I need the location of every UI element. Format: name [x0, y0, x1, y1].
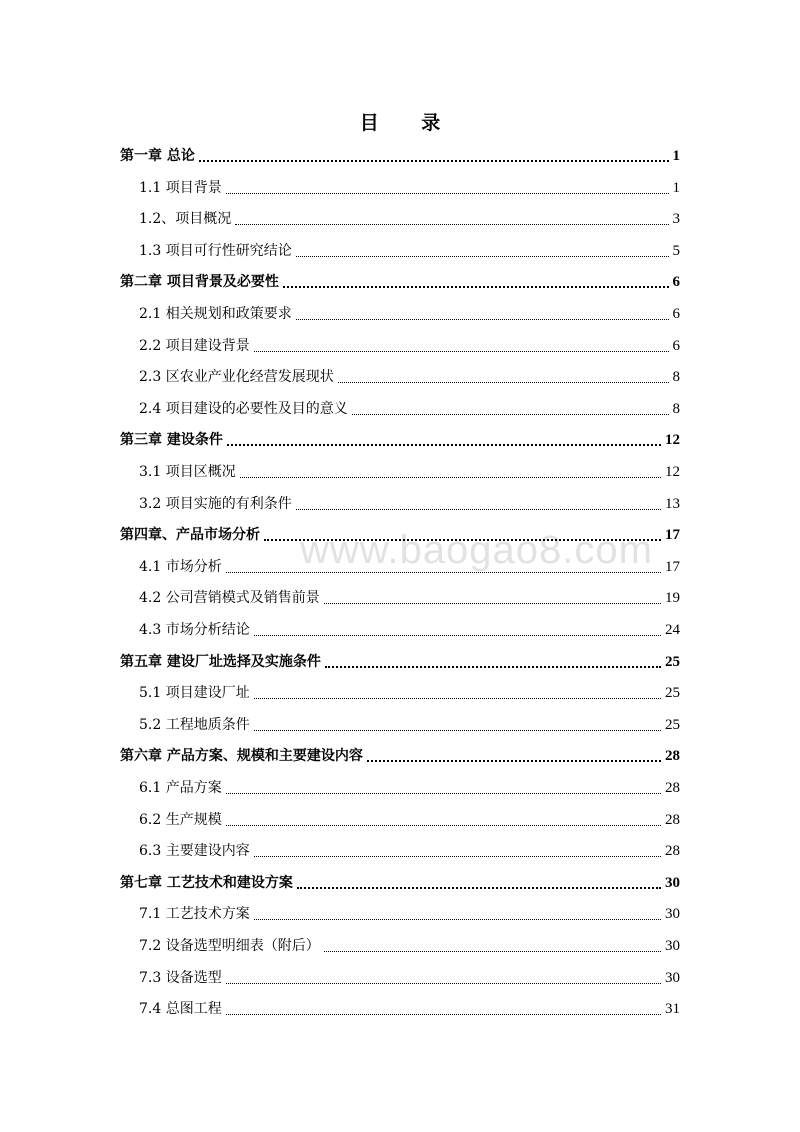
- toc-chapter-entry[interactable]: [120, 523, 680, 547]
- toc-page-number: 17: [665, 558, 680, 575]
- dot-leader: [226, 572, 661, 573]
- toc-entry-label: 2.4 项目建设的必要性及目的意义: [139, 400, 348, 417]
- toc-section-entry[interactable]: [139, 586, 680, 610]
- toc-page-number: 6: [672, 274, 680, 291]
- toc-section-entry[interactable]: [139, 239, 680, 263]
- toc-entry-label: 第三章 建设条件: [120, 432, 223, 449]
- toc-page-number: 19: [665, 590, 680, 607]
- dot-leader: [296, 509, 661, 510]
- dot-leader: [296, 319, 669, 320]
- toc-entry-label: 6.1 产品方案: [139, 780, 222, 796]
- toc-entry-label: 2.1 相关规划和政策要求: [139, 306, 292, 322]
- toc-page-number: 8: [672, 400, 680, 417]
- toc-page-number: 1: [672, 179, 680, 196]
- dot-leader: [226, 983, 661, 984]
- toc-entry-label: 3.1 项目区概况: [139, 464, 236, 480]
- toc-page-number: 1: [672, 148, 680, 164]
- dot-leader: [227, 444, 661, 446]
- toc-page-number: 3: [672, 211, 680, 228]
- dot-leader: [325, 666, 661, 668]
- toc-section-entry[interactable]: [139, 492, 680, 516]
- toc-section-entry[interactable]: [139, 966, 680, 990]
- toc-page-number: 17: [665, 527, 680, 544]
- dot-leader: [338, 382, 669, 383]
- toc-page-number: 8: [672, 369, 680, 386]
- dot-leader: [254, 351, 669, 352]
- toc-entry-label: 第四章、产品市场分析: [120, 527, 260, 544]
- toc-section-entry[interactable]: [139, 934, 680, 958]
- toc-page-number: 28: [665, 748, 680, 765]
- toc-chapter-entry[interactable]: [120, 428, 680, 452]
- toc-entry-label: 1.3 项目可行性研究结论: [139, 242, 292, 259]
- toc-title: 目 录: [359, 112, 459, 134]
- toc-entry-label: 第六章 产品方案、规模和主要建设内容: [120, 748, 363, 765]
- dot-leader: [199, 160, 669, 162]
- dot-leader: [226, 793, 661, 794]
- toc-section-entry[interactable]: [139, 397, 680, 421]
- toc-page-number: 13: [665, 495, 680, 512]
- toc-entry-label: 7.4 总图工程: [139, 1001, 222, 1018]
- toc-section-entry[interactable]: [139, 618, 680, 642]
- toc-entry-label: 1.2、项目概况: [139, 211, 232, 228]
- toc-entry-label: 5.1 项目建设厂址: [139, 685, 250, 702]
- toc-page-number: 30: [665, 969, 680, 986]
- toc-chapter-entry[interactable]: [120, 144, 680, 168]
- dot-leader: [254, 919, 661, 920]
- dot-leader: [264, 539, 661, 541]
- toc-entry-label: 4.3 市场分析结论: [139, 622, 250, 638]
- toc-entry-label: 第一章 总论: [120, 148, 195, 164]
- toc-chapter-entry[interactable]: [120, 650, 680, 674]
- dot-leader: [254, 730, 661, 731]
- dot-leader: [240, 477, 661, 478]
- toc-chapter-entry[interactable]: [120, 270, 680, 294]
- toc-entry-label: 第七章 工艺技术和建设方案: [120, 874, 293, 891]
- toc-section-entry[interactable]: [139, 334, 680, 358]
- toc-page-number: 30: [665, 938, 680, 954]
- toc-section-entry[interactable]: [139, 207, 680, 231]
- dot-leader: [254, 698, 661, 699]
- toc-section-entry[interactable]: [139, 902, 680, 926]
- toc-entry-label: 第五章 建设厂址选择及实施条件: [120, 653, 321, 670]
- toc-section-entry[interactable]: [139, 681, 680, 705]
- toc-page-number: 25: [665, 685, 680, 702]
- toc-section-entry[interactable]: [139, 365, 680, 389]
- toc-chapter-entry[interactable]: [120, 871, 680, 895]
- dot-leader: [352, 414, 669, 415]
- toc-entry-label: 4.1 市场分析: [139, 558, 222, 575]
- dot-leader: [283, 286, 669, 288]
- toc-page-number: 30: [665, 874, 680, 891]
- toc-page-number: 25: [665, 716, 680, 733]
- watermark-text: www.baogao8.com: [300, 528, 653, 572]
- toc-page-number: 28: [665, 780, 680, 796]
- toc-section-entry[interactable]: [139, 460, 680, 484]
- toc-section-entry[interactable]: [139, 302, 680, 326]
- dot-leader: [226, 825, 661, 826]
- dot-leader: [226, 193, 669, 194]
- dot-leader: [235, 224, 668, 225]
- toc-entry-label: 4.2 公司营销模式及销售前景: [139, 590, 320, 607]
- toc-entry-label: 7.2 设备选型明细表（附后）: [139, 938, 320, 954]
- toc-entry-label: 2.2 项目建设背景: [139, 337, 250, 354]
- toc-page-number: 28: [665, 811, 680, 828]
- toc-page-number: 6: [672, 306, 680, 322]
- dot-leader: [254, 635, 661, 636]
- toc-entry-label: 1.1 项目背景: [139, 179, 222, 196]
- dot-leader: [297, 887, 661, 889]
- toc-entry-label: 3.2 项目实施的有利条件: [139, 495, 292, 512]
- toc-entry-label: 第二章 项目背景及必要性: [120, 274, 279, 291]
- toc-section-entry[interactable]: [139, 839, 680, 863]
- toc-entry-label: 6.3 主要建设内容: [139, 843, 250, 860]
- toc-page-number: 25: [665, 653, 680, 670]
- toc-page-number: 6: [672, 337, 680, 354]
- toc-entry-label: 6.2 生产规模: [139, 811, 222, 828]
- toc-page-number: 5: [672, 242, 680, 259]
- toc-page-number: 28: [665, 843, 680, 860]
- dot-leader: [226, 1014, 661, 1015]
- toc-section-entry[interactable]: [139, 808, 680, 832]
- toc-entry-label: 7.3 设备选型: [139, 969, 222, 986]
- toc-page-number: 31: [665, 1001, 680, 1018]
- toc-section-entry[interactable]: [139, 713, 680, 737]
- dot-leader: [296, 256, 669, 257]
- toc-entry-label: 7.1 工艺技术方案: [139, 906, 250, 923]
- toc-page-number: 24: [665, 622, 680, 638]
- dot-leader: [367, 760, 661, 762]
- toc-section-entry[interactable]: [139, 776, 680, 800]
- toc-section-entry[interactable]: [139, 997, 680, 1021]
- toc-chapter-entry[interactable]: [120, 744, 680, 768]
- dot-leader: [324, 951, 661, 952]
- toc-page-number: 12: [665, 464, 680, 480]
- toc-page-number: 12: [665, 432, 680, 449]
- dot-leader: [254, 856, 661, 857]
- toc-page-number: 30: [665, 906, 680, 923]
- toc-entry-label: 5.2 工程地质条件: [139, 716, 250, 733]
- dot-leader: [324, 603, 661, 604]
- toc-section-entry[interactable]: [139, 176, 680, 200]
- toc-entry-label: 2.3 区农业产业化经营发展现状: [139, 369, 334, 386]
- toc-section-entry[interactable]: [139, 555, 680, 579]
